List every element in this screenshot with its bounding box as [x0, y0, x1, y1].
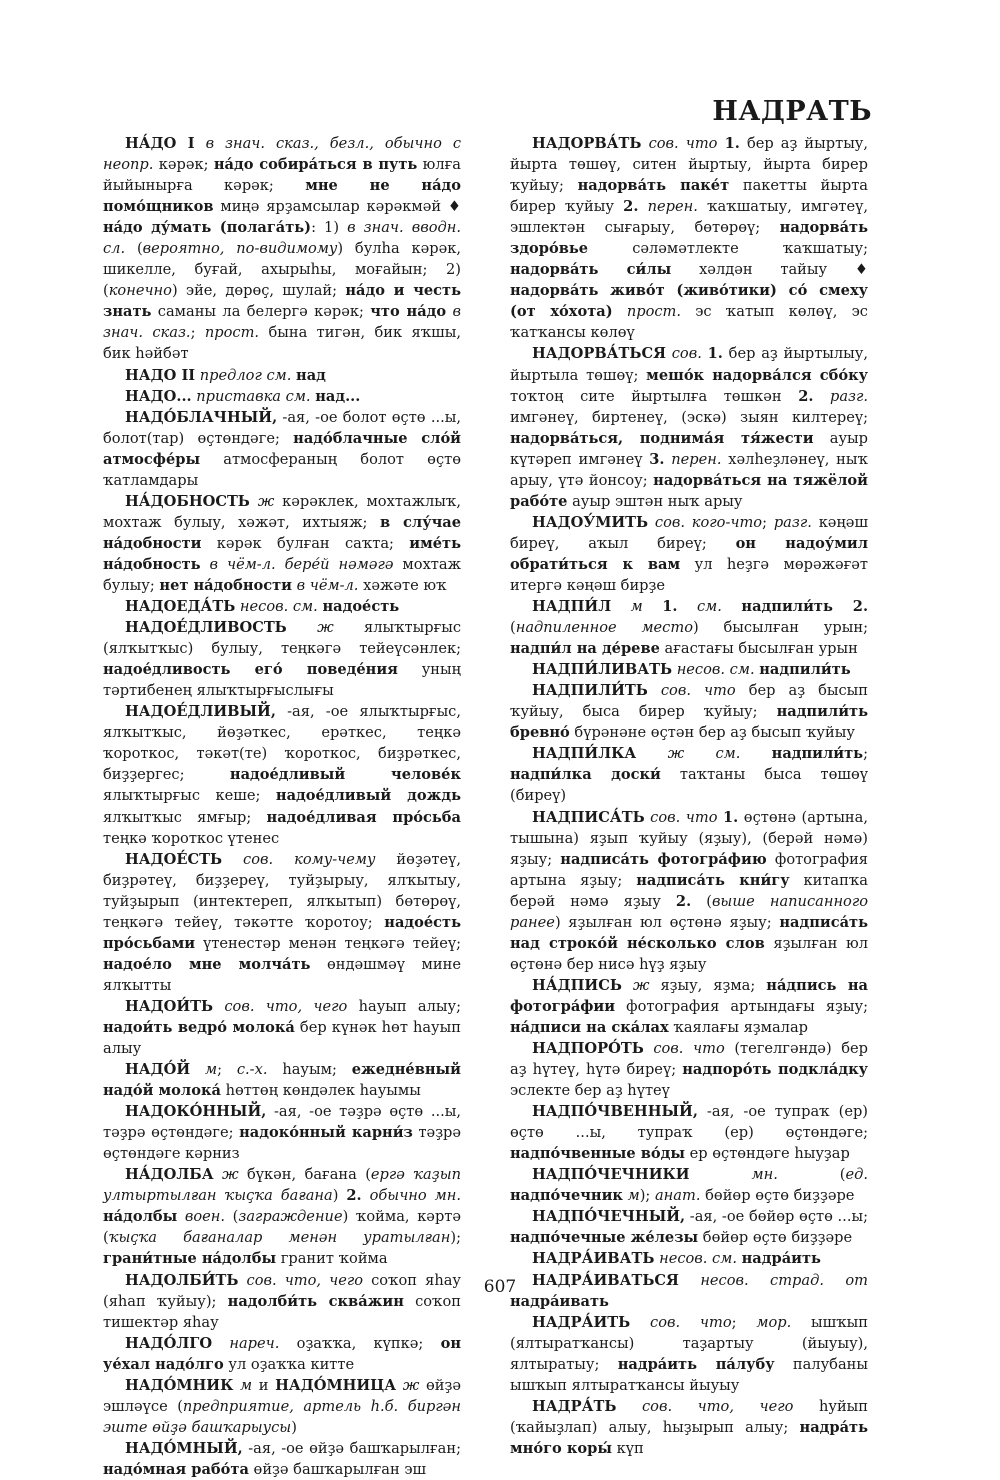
dictionary-entry: НАДПИ́ЛИВАТЬ несов. см. надпили́ть	[532, 661, 851, 679]
dictionary-entry: НАДПИ́ЛКА ж см. надпили́ть; надпи́лка доски́ таҡтаны быса төшөү (биреү)	[510, 745, 868, 805]
dictionary-entry: НАДРА́ИВАТЬСЯ несов. страд. от надра́ивать	[510, 1271, 868, 1310]
dictionary-entry: НА́ДОЛБА ж бүкән, бағана (ергә ҡаҙып ултыртылған ҡыҫҡа бағана) 2. обычно мн. на́долбы воен. (заграждение) ҡойма, кәртә (ҡыҫҡа бағаналар менән уратылған); грани́тные на́долбы гранит ҡойма	[103, 1166, 462, 1268]
dictionary-entry: НАДО II предлог см. над	[125, 366, 326, 384]
dictionary-entry: НАДОРВА́ТЬСЯ сов. 1. бер аҙ йыртылыу, йыртыла төшөү; мешо́к надорва́лся сбо́ку тоҡтоң сите йыртылға төшкән 2. разг. имгәнеү, биртенеү, (эскә) зыян килтереү; надорва́ться, поднима́я тя́жести ауыр күтәреп имгәнеү 3. перен. хәлһеҙләнеү, ныҡ арыу, үтә йонсоу; надорва́ться на тяжёлой рабо́те ауыр эштән ныҡ арыу	[510, 345, 869, 510]
dictionary-entry: НА́ДО I в знач. сказ., безл., обычно с неопр. кәрәк; на́до собира́ться в путь юлға йыйынырға кәрәк; мне не на́до помо́щников миңә ярҙамсылар кәрәкмәй ♦ на́до ду́мать (полага́ть): 1) в знач. вводн. сл. (вероятно, по-видимому) булһа кәрәк, шикелле, буғай, ахырыһы, моғайын; 2) (конечно) эйе, дөрөҫ, шулай; на́до и честь знать саманы ла белергә кәрәк; что на́до в знач. сказ.; прост. бына тигән, бик яҡшы, бик һәйбәт	[103, 135, 462, 363]
right-column	[510, 133, 868, 1459]
dictionary-entry: НА́ДОБНОСТЬ ж кәрәклек, мохтажлыҡ, мохтаж булыу, хәжәт, ихтыяж; в слу́чае на́добности кәрәк булған саҡта; име́ть на́добность в чём-л. бере́й нәмәгә мохтаж булыу; нет на́добности в чём-л. хәжәте юҡ	[103, 492, 462, 594]
dictionary-entry: НАДПО́ЧЕЧНЫЙ, -ая, -ое бөйөр өҫтө ...ы; надпо́чечные же́лезы бөйөр өҫтө биҙҙәре	[510, 1208, 868, 1247]
dictionary-entry: НАДПОРО́ТЬ сов. что (тегелгәндә) бер аҙ һүтеү, һүтә биреү; надпоро́ть подкла́дку эслекте бер аҙ һүтеү	[510, 1040, 869, 1100]
dictionary-entry: НАДО́БЛАЧНЫЙ, -ая, -ое болот өҫтө ...ы, болот(тар) өҫтөндәге; надо́блачные сло́й атмосфе́ры атмосфераның болот өҫтө ҡатламдары	[103, 408, 461, 489]
dictionary-entry: НАДОЛБИ́ТЬ сов. что, чего соҡоп яһау (яһап ҡуйыу); надолби́ть сква́жин соҡоп тишектәр яһау	[103, 1271, 462, 1331]
dictionary-entry: НАДО́Й м; с.-х. һауым; ежедне́вный надо́й молока́ һөттөң көндәлек һауымы	[103, 1061, 461, 1100]
dictionary-entry: НАДОИ́ТЬ сов. что, чего һауып алыу; надои́ть ведро́ молока́ бер күнәк һөт һауып алыу	[103, 997, 462, 1058]
dictionary-entry: НАДО́МНЫЙ, -ая, -ое өйҙә башҡарылған; надо́мная рабо́та өйҙә башҡарылған эш	[103, 1439, 461, 1478]
dictionary-entry: НА́ДПИСЬ ж яҙыу, яҙма; на́дпись на фотогра́фии фотография артындағы яҙыу; на́дписи на ска́лах ҡаялағы яҙмалар	[510, 976, 868, 1036]
dictionary-entry: НАДПО́ЧЕЧНИКИ мн. (ед. надпо́чечник м); анат. бөйөр өҫтө биҙҙәре	[510, 1166, 868, 1205]
dictionary-entry: НАДО... приставка см. над...	[125, 387, 361, 405]
dictionary-entry: НАДОУ́МИТЬ сов. кого-что; разг. кәңәш биреү, аҡыл биреү; он надоу́мил обрати́ться к вам ул һеҙгә мөрәжәғәт итергә кәңәш бирҙе	[510, 513, 869, 594]
dictionary-entry: НАДРА́ИТЬ сов. что; мор. ышҡып (ялтыратҡансы) таҙартыу (йыуыу), ялтыратыу; надра́ить па́лубу палубаны ышҡып ялтыратҡансы йыуыу	[510, 1313, 869, 1394]
page-number: 607	[483, 1277, 517, 1297]
dictionary-entry: НАДПИ́Л м 1. см. надпили́ть 2. (надпиленное место) бысылған урын; надпи́л на де́реве ағастағы бысылған урын	[510, 598, 869, 658]
dictionary-entry: НАДОЕ́СТЬ сов. кому-чему йөҙәтеү, биҙрәтеү, биҙҙереү, туйҙырыу, ялҡытыу, туйҙырып (интектереп, ялҡытып) бөтөрөү, теңкәгә тейеү, тәкәтте ҡоротоу; надое́сть про́сьбами үтенестәр менән теңкәгә тейеү; надое́ло мне молча́ть өндәшмәү мине ялҡытты	[103, 850, 462, 994]
dictionary-entry: НАДРА́ТЬ сов. что, чего һуйып (ҡайыҙлап) алыу, һыҙырып алыу; надра́ть мно́го коры́ күп	[510, 1397, 869, 1457]
dictionary-entry: НАДПО́ЧВЕННЫЙ, -ая, -ое тупраҡ (ер) өҫтө ...ы, тупраҡ (ер) өҫтөндәге; надпо́чвенные во́ды ер өҫтөндәге һыуҙар	[510, 1103, 868, 1163]
dictionary-entry: НАДПИЛИ́ТЬ сов. что бер аҙ бысып ҡуйыу, быса бирер ҡуйыу; надпили́ть бревно́ бүрәнәне өҫтән бер аҙ бысып ҡуйыу	[510, 682, 868, 742]
dictionary-entry: НАДОЕ́ДЛИВОСТЬ ж ялыҡтырғыс (ялҡытҡыс) булыу, теңкәгә тейеүсәнлек; надое́дливость его́ поведе́ния уның тәртибенең ялыҡтырғыслығы	[103, 619, 461, 700]
dictionary-entry: НАДПИСА́ТЬ сов. что 1. өҫтөнә (артына, тышына) яҙып ҡуйыу (яҙыу), (берәй нәмә) яҙыу; надписа́ть фотогра́фию фотография артына яҙыу; надписа́ть кни́гу китапҡа берәй нәмә яҙыу 2. (выше написанного ранее) яҙылған юл өҫтөнә яҙыу; надписа́ть над строко́й не́сколько слов яҙылған юл өҫтөнә бер нисә һүҙ яҙыу	[510, 808, 869, 973]
dictionary-entry: НАДОКО́ННЫЙ, -ая, -ое тәҙрә өҫтө ...ы, тәҙрә өҫтөндәге; надоко́нный карни́з тәҙрә өҫтөндәге кәрниз	[103, 1103, 461, 1163]
dictionary-entry: НАДОЕ́ДЛИВЫЙ, -ая, -ое ялыҡтырғыс, ялҡытҡыс, йөҙәткес, ерәткес, теңкә ҡороткос, тәкәт(те) ҡороткос, биҙрәткес, биҙҙергес; надое́дливый челове́к ялыҡтырғыс кеше; надое́дливый дождь ялҡытҡыс ямғыр; надое́дливая про́сьба теңкә ҡороткос үтенес	[103, 703, 461, 847]
dictionary-entry: НАДОЕДА́ТЬ несов. см. надое́сть	[125, 598, 400, 616]
running-header: НАДРАТЬ	[712, 96, 872, 127]
dictionary-entry: НАДОРВА́ТЬ сов. что 1. бер аҙ йыртыу, йырта төшөү, ситен йыртыу, йырта бирер ҡуйыу; надорва́ть паке́т пакетты йырта бирер ҡуйыу 2. перен. ҡаҡшатыу, имгәтеү, эшлектән сығарыу, бөтөрөү; надорва́ть здоро́вье сәләмәтлекте ҡаҡшатыу; надорва́ть си́лы хәлдән тайыу ♦ надорва́ть живо́т (живо́тики) со́ смеху (от хо́хота) прост. эс ҡатып көлөү, эс ҡатҡансы көлөү	[510, 135, 869, 342]
dictionary-entry: НАДО́ЛГО нареч. оҙаҡҡа, күпкә; он уе́хал надо́лго ул оҙаҡҡа китте	[103, 1334, 462, 1373]
dictionary-entry: НАДРА́ИВАТЬ несов. см. надра́ить	[532, 1250, 821, 1268]
dictionary-entry: НАДО́МНИК м и НАДО́МНИЦА ж өйҙә эшләүсе (предприятие, артель һ.б. биргән эште өйҙә башҡарыусы)	[103, 1376, 461, 1436]
